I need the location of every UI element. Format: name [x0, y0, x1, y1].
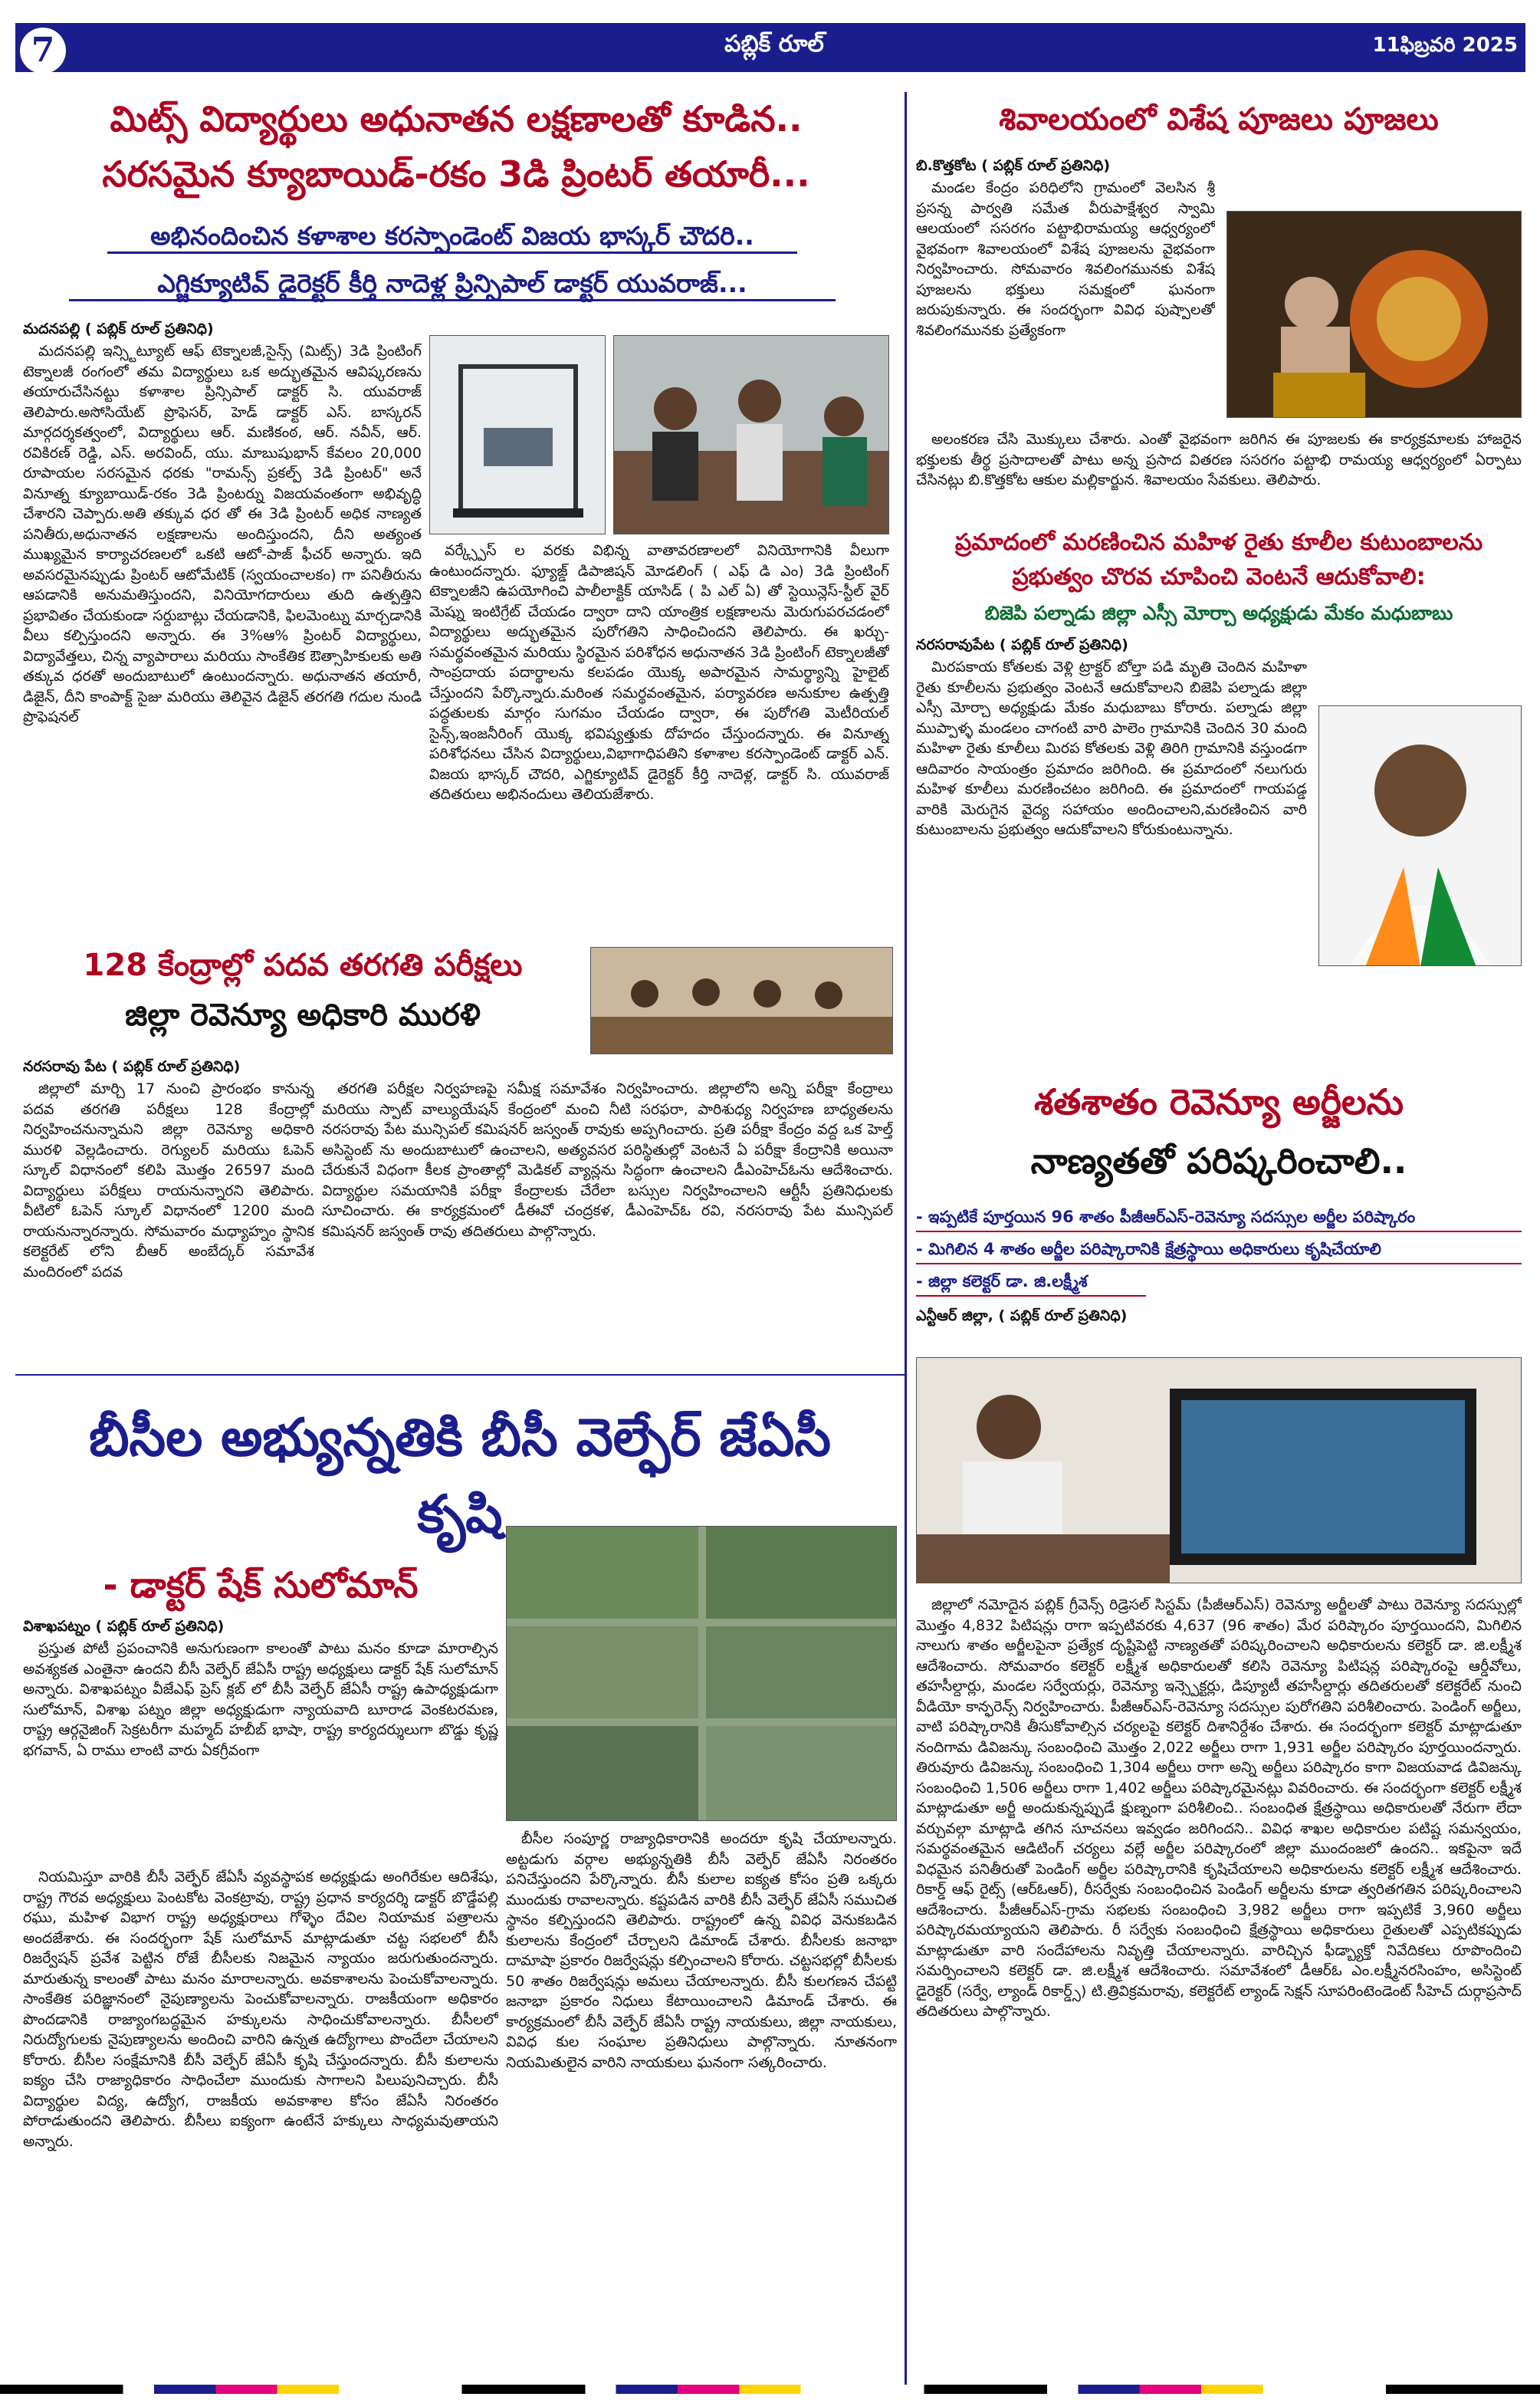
- a4-col1: జిల్లాలో మార్చి 17 నుంచి ప్రారంభం కానున్న పదవ తరగతి పరీక్షలు 128 కేంద్రాల్లో నిర్వహించనున్నామని జిల్లా రెవెన్యూ అధికారి మురళి వెల్లడించారు. రెగ్యులర్ మరియు ఓపెన్ స్కూల్ విధానంలో కలిపి మొత్తం 26597 మంది విద్యార్థులు పరీక్షలు రాయనున్నారని తెలిపారు. వీటిలో ఓపెన్ స్కూల్ విధానంలో 1200 మంది రాయనున్నారన్నారు. సోమవారం మధ్యాహ్నం స్థానిక కలెక్టరేట్ లోని బీఆర్ అంబేద్కర్ సమావేశ మందిరంలో పదవ: [23, 1080, 314, 1281]
- a2-byline: బి.కొత్తకోట ( పబ్లిక్ రూల్ ప్రతినిధి): [916, 157, 1111, 174]
- a4-col2: తరగతి పరీక్షల నిర్వహణపై సమీక్ష సమావేశం నిర్వహించారు. జిల్లాలోని అన్ని పరీక్షా కేంద్రాలు మరియు స్పాట్ వాల్యుయేషన్ కేంద్రంలో మంచి నీటి సరఫరా, పారిశుధ్య నిర్వహణ బాధ్యతలను నరసరావు పేట మున్సిపల్ కమిషనర్ జస్వంత్ రావుకు అప్పగించారు. ప్రతి పరీక్షా కేంద్రం వద్ద ఒక హెల్త్ అసిస్టెంట్ ను అందుబాటులో ఉంచాలని, అత్యవసర పరిస్థితుల్లో వెంటనే ఏ పరీక్షా కేంద్రానికి అయినా చేరుకునే విధంగా కీలక ప్రాంతాల్లో మెడికల్ వ్యాన్లను సిద్ధంగా ఉంచాలని డీఎంహెచ్ఓను ఆదేశించారు. విద్యార్థుల సమయానికి పరీక్షా కేంద్రాలకు చేరేలా బస్సుల నిర్వహించాలని ఆర్టీసీ ప్రతినిధులకు సూచించారు. ఈ కార్యక్రమంలో డీఈవో చంద్రకళ, డీఎంహెచ్ఓ రవి, నరసరావు పేట మున్సిపల్ కమిషనర్ జస్వంత్ రావు తదితరులు పాల్గొన్నారు.: [322, 1080, 893, 1240]
- bc-jac-collage-photo: [506, 1526, 897, 1821]
- a1-headline1: మిట్స్ విద్యార్థులు అధునాతన లక్షణాలతో కూడిన..: [110, 98, 803, 140]
- a1-col2: వర్క్స్పేస్ ల వరకు విభిన్న వాతావరణాలలో వినియోగానికి వీలుగా ఉంటుందన్నారు. ఫ్యూజ్డ్ డిపాజిషన్ మోడలింగ్ ( ఎఫ్ డి ఎం) 3డి ప్రింటింగ్ టెక్నాలజీని ఉపయోగించి పాలీలాక్టిక్ యాసిడ్ ( పి ఎల్ ఏ) తో స్టెయిన్లెస్-స్టీల్ వైర్ మెష్ను ఇంటిగ్రేట్ చేయడం ద్వారా దాని యాంత్రిక లక్షణాలను మెరుగుపరచడంలో విద్యార్థులు అద్భుతమైన పురోగతిని సాధించిందని తెలిపారు. ఈ ఖర్చు-సమర్థవంతమైన మరియు స్థిరమైన పరిశోధన అధునాతన 3డి ప్రింటింగ్ టెక్నాలజీతో సాంప్రదాయ పదార్థాలను కలపడం యొక్క అపారమైన సామర్థ్యాన్ని హైలైట్ చేస్తుందని పేర్కొన్నారు.మరింత సమర్థవంతమైన, పర్యావరణ అనుకూల ఉత్పత్తి పద్ధతులకు మార్గం సుగమం చేయడం ద్వారా, ఈ పురోగతి మెటీరియల్ సైన్స్,ఇంజనీరింగ్ యొక్క భవిష్యత్తుకు దోహదం చేస్తుందన్నారు. ఈ వినూత్న పరిశోధనలు చేసిన విద్యార్థులు,విభాగాధిపతిని కళాశాల కరస్పాండెంట్ డాక్టర్ ఎన్. విజయ భాస్కర్ చౌదరి, ఎగ్జిక్యూటివ్ డైరెక్టర్ కీర్తి నాదెళ్ల, డాక్టర్ సి. యువరాజ్ తదితరులు అభినందులు తెలియజేశారు.: [429, 542, 889, 803]
- a5-bullet2: - మిగిలిన 4 శాతం అర్జీల పరిష్కారానికి క్షేత్రస్థాయి అధికారులు కృషిచేయాలి: [916, 1240, 1522, 1264]
- a3-headline2: ప్రభుత్వం చొరవ చూపించి వెంటనే ఆదుకోవాలి:: [1012, 564, 1426, 590]
- printer-photo: [429, 335, 606, 534]
- edition-date: 11ఫిబ్రవరి 2025: [1372, 34, 1518, 57]
- a6-col2: బీసీల సంపూర్ణ రాజ్యాధికారానికి అందరూ కృషి చేయాలన్నారు. అట్టడుగు వర్గాల అభ్యున్నతికి బీసీ వెల్ఫేర్ జేఏసీ నిరంతరం పనిచేస్తుందని పేర్కొన్నారు. బీసీ కులాల ఐక్యత కోసం ప్రతి ఒక్కరు ముందుకు రావాలన్నారు. కష్టపడిన వారికి బీసీ వెల్ఫేర్ జేఏసీ సముచిత స్థానం కల్పిస్తుందని తెలిపారు. రాష్ట్రంలో ఉన్న వివిధ వెనుకబడిన కులాలను కేంద్రంలో చేర్చాలని డిమాండ్ చేశారు. బీసీలకు జనాభా దామాషా ప్రకారం రిజర్వేషన్లు కల్పించాలని కోరారు. చట్టసభల్లో బీసీలకు 50 శాతం రిజర్వేషన్లు అమలు చేయాలన్నారు. బీసీ కులగణన చేపట్టి జనాభా ప్రకారం నిధులు కేటాయించాలని డిమాండ్ చేశారు. ఈ కార్యక్రమంలో బీసీ వెల్ఫేర్ జేఏసీ రాష్ట్ర నాయకులు, జిల్లా నాయకులు, వివిధ కుల సంఘాల ప్రతినిధులు పాల్గొన్నారు. నూతనంగా నియమితులైన వారిని నాయకులు ఘనంగా సత్కరించారు.: [506, 1830, 897, 2071]
- a3-headline1: ప్రమాదంలో మరణించిన మహిళ రైతు కూలీల కుటుంబాలను: [954, 529, 1483, 556]
- a3-col: మిరపకాయ కోతలకు వెళ్లి ట్రాక్టర్ బోల్తా పడి మృతి చెందిన మహిళా రైతు కూలీలను ప్రభుత్వం వెంటనే ఆదుకోవాలని బిజెపి పల్నాడు జిల్లా ఎస్సీ మోర్చా అధ్యక్షుడు మేకం మధుబాబు కోరారు. పల్నాడు జిల్లా ముప్పాళ్ళ మండలం చాగంటి వారి పాలెం గ్రామానికి చెందిన 30 మంది మహిళా రైతు కూలీలు మిరప కోతలకు వెళ్లి తిరిగి గ్రామానికి వస్తుండగా ఆదివారం సాయంత్రం ప్రమాదం జరిగింది. ఈ ప్రమాదంలో నలుగురు మహిళ కూలీలు మరణించటం జరిగింది. ఈ ప్రమాదంలో గాయపడ్డ వారికి మెరుగైన వైద్య సహాయం అందించాలని,మరణించిన వారి కుటుంబాలను ప్రభుత్వం ఆదుకోవాలని కోరుకుంటున్నాను.: [916, 659, 1307, 838]
- a2-col: మండల కేంద్రం పరిధిలోని గ్రామంలో వెలసిన శ్రీ ప్రసన్న పార్వతి సమేత వీరుపాక్షేశ్వర స్వామి ఆలయంలో ససరగం పట్టాభిరామయ్య ఆధ్వర్యంలో వైభవంగా శివాలయంలో విశేష పూజలను వైభవంగా నిర్వహించారు. సోమవారం శివలింగమునకు విశేష పూజలను భక్తులు సమక్షంలో ఘనంగా జరుపుకున్నారు. ఈ సందర్భంగా వివిధ పుష్పాలతో శివలింగమునకు ప్రత్యేకంగా: [916, 179, 1215, 339]
- a3-byline: నరసరావుపేట ( పబ్లిక్ రూల్ ప్రతినిధి): [916, 636, 1128, 653]
- a5-bullet1: - ఇప్పటికే పూర్తయిన 96 శాతం పీజీఆర్ఎస్-రెవెన్యూ సదస్సుల అర్జీల పరిష్కారం: [916, 1208, 1522, 1232]
- a6-headline1: బీసీల అభ్యున్నతికి బీసీ వెల్ఫేర్ జేఏసీ: [88, 1408, 832, 1468]
- college-felicitation-photo: [613, 335, 889, 534]
- page-number: 7: [20, 28, 66, 74]
- a1-byline: మదనపల్లి ( పబ్లిక్ రూల్ ప్రతినిధి): [23, 321, 214, 337]
- a5-bullet3: - జిల్లా కలెక్టర్ డా. జి.లక్ష్మీశ: [916, 1272, 1146, 1297]
- a2-headline: శివాలయంలో విశేష పూజలు పూజలు: [999, 102, 1439, 137]
- collector-video-conference-photo: [916, 1357, 1522, 1583]
- a6-byline: విశాఖపట్నం ( పబ్లిక్ రూల్ ప్రతినిధి): [23, 1618, 225, 1635]
- a5-byline: ఎన్టీఆర్ జిల్లా, ( పబ్లిక్ రూల్ ప్రతినిధి): [916, 1307, 1128, 1324]
- a1-headline2: సరసమైన క్యూబాయిడ్-రకం 3డి ప్రింటర్ తయారీ...: [102, 153, 810, 195]
- a6-top: ప్రస్తుత పోటీ ప్రపంచానికి అనుగుణంగా కాలంతో పాటు మనం కూడా మారాల్సిన అవశ్యకత ఎంతైనా ఉందని బీసీ వెల్ఫేర్ జేఏసీ రాష్ట్ర అధ్యక్షులు డాక్టర్ షేక్ సులోమాన్ అన్నారు. విశాఖపట్నం వీజేఎఫ్ ప్రెస్ క్లబ్ లో బీసీ వెల్ఫేర్ జేఏసీ రాష్ట్ర ఉపాధ్యక్షుడుగా సులోమాన్, విశాఖ పట్నం జిల్లా అధ్యక్షుడుగా న్యాయవాది బూరాడ వెంకటరమణ, రాష్ట్ర ఆర్గనైజింగ్ సెక్రటరీగా మహ్మద్ హబీబ్ భాషా, రాష్ట్ర కార్యదర్శులుగా బొడ్డు కృష్ణ భగవాన్, ఏ రాము లాంటి వారు ఏకగ్రీవంగా: [23, 1640, 498, 1759]
- a2-continuation: అలంకరణ చేసి మొక్కులు చేశారు. ఎంతో వైభవంగా జరిగిన ఈ పూజలకు ఈ కార్యక్రమాలకు హాజరైన భక్తులకు తీర్థ ప్రసాదాలతో పాటు అన్న ప్రసాద వితరణ ససరగం పట్టాభి రామయ్య ఆధ్వర్యంలో ఏర్పాటు చేసినట్లు బి.కొత్తకోట ఆకుల మల్లికార్జున. శివాలయం సేవకులు. తెలిపారు.: [916, 431, 1522, 488]
- print-registration-bar: [0, 2385, 1540, 2394]
- section-divider: [15, 1374, 905, 1376]
- a1-subhead2: ఎగ్జిక్యూటివ్ డైరెక్టర్ కీర్తి నాదెళ్ల ప్రిన్సిపాల్ డాక్టర్ యువరాజ్...: [69, 268, 836, 301]
- a4-subhead: జిల్లా రెవెన్యూ అధికారి మురళి: [125, 998, 481, 1033]
- a3-subhead: బిజెపి పల్నాడు జిల్లా ఎస్సీ మోర్చా అధ్యక్షుడు మేకం మధుబాబు: [984, 602, 1453, 624]
- paper-name: పబ్లిక్ రూల్: [724, 31, 824, 58]
- a4-headline: 128 కేంద్రాల్లో పదవ తరగతి పరీక్షలు: [83, 948, 523, 983]
- column-divider: [905, 92, 907, 2385]
- temple-puja-photo: [1226, 211, 1522, 418]
- a5-headline2: నాణ్యతతో పరిష్కరించాలి..: [1030, 1140, 1407, 1182]
- a6-headline2: కృషి: [417, 1484, 503, 1545]
- a5-col: జిల్లాలో నమోదైన పబ్లిక్ గ్రీవెన్స్ రిడ్రెసల్ సిస్టమ్ (పీజీఆర్ఎస్) రెవెన్యూ అర్జీలతో పాటు రెవెన్యూ సదస్సుల్లో మొత్తం 4,832 పిటిషన్లు రాగా ఇప్పటివరకు 4,637 (96 శాతం) మేర పరిష్కారం పూర్తయిందని, మిగిలిన నాలుగు శాతం అర్జీలపైనా ప్రత్యేక దృష్టిపెట్టి నాణ్యతతో పరిష్కరించాలని అధికారులను కలెక్టర్ డా. జి.లక్ష్మీశ ఆదేశించారు. సోమవారం కలెక్టర్ లక్ష్మీశ అధికారులతో కలిసి రెవెన్యూ పిటిషన్ల పరిష్కారంపై ఆర్డీవోలు, తహసీల్దార్లు, మండల సర్వేయర్లు, రెవెన్యూ ఇన్స్పెక్టర్లు, డిప్యూటీ తహసీల్దార్లు తదితరులతో కలెక్టరేట్ నుంచి వీడియో కాన్ఫరెన్స్ నిర్వహించారు. పీజీఆర్ఎస్-రెవెన్యూ సదస్సుల పురోగతిని పరిశీలించారు. పెండింగ్ అర్జీలు, వాటి పరిష్కారానికి తీసుకోవాల్సిన చర్యలపై కలెక్టర్ దిశానిర్దేశం చేశారు. ఈ సందర్భంగా కలెక్టర్ మాట్లాడుతూ నందిగామ డివిజన్కు సంబంధించి మొత్తం 2,022 అర్జీలు రాగా 1,931 అర్జీల పరిష్కారం పూర్తయిందన్నారు. తిరువూరు డివిజన్కు సంబంధించి 1,304 అర్జీలు రాగా అన్ని అర్జీలు పరిష్కారం కాగా విజయవాడ డివిజన్కు సంబంధించి 1,506 అర్జీలు రాగా 1,402 అర్జీలు పరిష్కారమైనట్లు వివరించారు. ఈ సందర్భంగా కలెక్టర్ లక్ష్మీశ మాట్లాడుతూ అర్జీ అందుకున్నప్పుడే క్షుణ్నంగా పరిశీలించి.. సంబంధిత క్షేత్రస్థాయి అధికారులతో నేరుగా లేదా వర్చువల్గా మాట్లాడి తగిన సూచనలు ఇవ్వడం జరిగిందని.. వివిధ శాఖల అధికారుల పటిష్ట సమన్వయం, సమర్థవంతమైన ఆడిటింగ్ చర్యలు వల్లే అర్జీల పరిష్కారంలో జిల్లా ముందంజలో ఉందని.. ఇకపైనా ఇదే విధమైన పనితీరుతో పెండింగ్ అర్జీల పరిష్కారానికి కృషిచేయాలని అధికారులను కలెక్టర్ లక్ష్మీశ ఆదేశించారు. రికార్డ్ ఆఫ్ రైట్స్ (ఆర్ఓఆర్), రీసర్వేకు సంబంధించిన పెండింగ్ అర్జీలను కూడా త్వరితగతిన పరిష్కరించాలని ఆదేశించారు. పీజీఆర్ఎస్-గ్రామ సభలకు సంబంధించి 3,982 అర్జీలు రాగా ఇప్పటికే 3,960 అర్జీలు పరిష్కారమయ్యాయని తెలిపారు. రీ సర్వేకు సంబంధించి క్షేత్రస్థాయి అధికారులు రైతులతో ఎప్పటికప్పుడు మాట్లాడుతూ వారి సందేహాలను నివృత్తి చేయాలన్నారు. వారిచ్చిన ఫీడ్బ్యాక్తో నివేదికలు రూపొందించి సమర్పించాలని కలెక్టర్ డా. జి.లక్ష్మీశ ఆదేశించారు. సమావేశంలో డీఆర్ఓ ఎం.లక్ష్మీనరసింహం, అసిస్టెంట్ డైరెక్టర్ (సర్వే, ల్యాండ్ రికార్డ్స్) టి.త్రివిక్రమరావు, కలెక్టరేట్ ల్యాండ్ సెక్షన్ సూపరింటెండెంట్ సీహెచ్ దుర్గాప్రసాద్ తదితరులు పాల్గొన్నారు.: [916, 1596, 1522, 2020]
- a4-byline: నరసరావు పేట ( పబ్లిక్ రూల్ ప్రతినిధి): [23, 1058, 241, 1075]
- a6-subhead: - డాక్టర్ షేక్ సులోమాన్: [103, 1564, 419, 1606]
- a5-headline1: శతశాతం రెవెన్యూ అర్జీలను: [1034, 1081, 1404, 1123]
- a1-subhead1: అభినందించిన కళాశాల కరస్పాండెంట్ విజయ భాస్కర్ చౌదరి..: [107, 221, 797, 254]
- leader-portrait: [1318, 705, 1522, 966]
- a1-col1: మదనపల్లి ఇన్స్టిట్యూట్ ఆఫ్ టెక్నాలజీ,సైన్స్ (మిట్స్) 3డి ప్రింటింగ్ టెక్నాలజీ రంగంలో తమ విద్యార్థులు ఒక అద్భుతమైన ఆవిష్కరణను తయారుచేసినట్టు కళాశాల ప్రిన్సిపాల్ డాక్టర్ సి. యువరాజ్ తెలిపారు.అసోసియేట్ ప్రొఫెసర్, హెడ్ డాక్టర్ ఎస్. బాస్కరన్ మార్గదర్శకత్వంలో, విద్యార్థులు ఆర్. మణికంఠ, ఆర్. నవీన్, ఆర్. రవికిరణ్ రెడ్డి, ఎస్. అరవింద్, యు. మాబుషుభాన్ కేవలం 20,000 రూపాయల సరసమైన ధరకు "రామన్స్ ప్రకల్ప్ 3డి ప్రింటర్" అనే వినూత్న క్యూబాయిడ్-రకం 3డి ప్రింటర్ను విజయవంతంగా అభివృద్ధి చేశారని చెప్పారు.అతి తక్కువ ధర తో ఈ 3డి ప్రింటర్ అధిక నాణ్యత పనితీరు,అధునాతన లక్షణాలను అందిస్తుందని, దీని అత్యంత ముఖ్యమైన కార్యాచరణలలో ఒకటి ఆటో-పాజ్ ఫీచర్ అన్నారు. ఇది అవసరమైనప్పుడు ప్రింటర్ ఆటోమేటిక్ (స్వయంచాలకం) గా పనితీరును ఆపడానికి అనుమతిస్తుందని, వినియోగదారులు తుది ఉత్పత్తిని ప్రభావితం చేయకుండా సర్దుబాట్లు చేయడానికి, ఫిలమెంట్ను మార్చడానికి వీలు కల్పిస్తుందని అన్నారు. ఈ 3%ఆ% ప్రింటర్ విద్యార్థులు, విద్యావేత్తలు, చిన్న వ్యాపారాలు మరియు సాంకేతిక ఔత్సాహికులకు అతి తక్కువ ధరతో అందుబాటులో ఉంటుందన్నారు. అధునాతన తయారీ, డిజైన్, దీని కాంపాక్ట్ సైజు మరియు తెలివైన డిజైన్ తరగతి గదుల నుండి ప్రొఫెషనల్: [23, 343, 422, 725]
- exam-review-meeting-photo: [590, 947, 893, 1054]
- a6-col1: నియమిస్తూ వారికి బీసీ వెల్ఫేర్ జేఏసీ వ్యవస్థాపక అధ్యక్షుడు అంగిరేకుల ఆదిశేషు, రాష్ట్ర గౌరవ అధ్యక్షులు పెంటకోట వెంకట్రావు, రాష్ట్ర ప్రధాన కార్యదర్శి డాక్టర్ బొడ్డేపల్లి రఘు, మహిళ విభాగ రాష్ట్ర అధ్యక్షురాలు గోళ్ళెం దేవిల నియామక పత్రాలను అందజేశారు. ఈ సందర్భంగా షేక్ సులోమాన్ మాట్లాడుతూ చట్ట సభలలో బీసీ రిజర్వేషన్ ప్రవేశ పెట్టిన రోజే బీసీలకు నిజమైన న్యాయం జరుగుతుందన్నారు. మారుతున్న కాలంతో పాటు మనం మారాలన్నారు. అవకాశాలను పెంచుకోవాలన్నారు. సాంకేతిక పరిజ్ఞానంలో నైపుణ్యాలను పెంచుకోవాలన్నారు. రాజకీయంగా అధికారం పొందడానికి రాజ్యాంగబద్ధమైన హక్కులను సాధించుకోవాలన్నారు. బీసీలలో నిరుద్యోగులకు నైపుణ్యాలను అందించి వారిని ఉన్నత ఉద్యోగాలు పొందేలా చేయాలని కోరారు. బీసీల సంక్షేమానికి బీసీ వెల్ఫేర్ జేఏసీ కృషి చేస్తుందన్నారు. బీసీ కులాలను ఐక్యం చేసి రాజ్యాధికారం సాధించేలా ముందుకు సాగాలని పిలుపునిచ్చారు. బీసీ విద్యార్థుల విద్య, ఉద్యోగ, రాజకీయ అవకాశాల కోసం జేఏసీ నిరంతరం పోరాడుతుందని తెలిపారు. బీసీలు ఐక్యంగా ఉంటేనే హక్కులు సాధ్యమవుతాయని అన్నారు.: [23, 1869, 498, 2150]
